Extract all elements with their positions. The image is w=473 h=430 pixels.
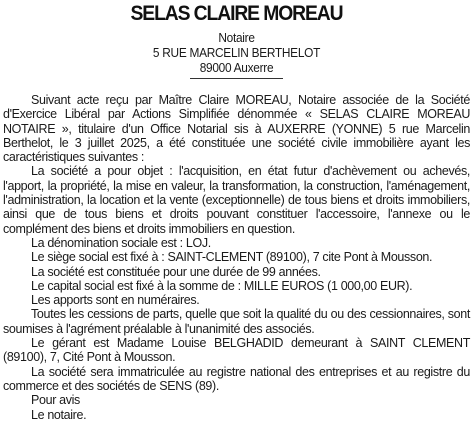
- denomination-paragraph: La dénomination sociale est : LOJ.: [31, 235, 211, 250]
- contributions-paragraph: Les apports sont en numéraires.: [31, 293, 200, 308]
- header-divider: [190, 78, 283, 79]
- manager-paragraph: Le gérant est Madame Louise BELGHADID demeurant à SAINT CLEMENT (89100), 7, Cité Pont à Mousson.: [3, 336, 470, 365]
- capital-paragraph: Le capital social est fixé à la somme de : MILLE EUROS (1 000,00 EUR).: [31, 278, 413, 293]
- deed-intro-paragraph: Suivant acte reçu par Maître Claire MOREAU, Notaire associée de la Société d'Exercice Libéral par Actions Simplifiée dénommée « SELAS CLAIRE MOREAU NOTAIRE », titulaire d'un Office Notarial sis à AUXERRE (YONNE) 5 rue Marcelin Berthelot, le 3 juillet 2025, a été constituée une société civile immobilière ayant les caractéristiques suivantes :: [3, 93, 470, 165]
- notary-address: 5 RUE MARCELIN BERTHELOT: [152, 46, 321, 60]
- signature-line: Le notaire.: [31, 407, 87, 422]
- share-transfer-paragraph: Toutes les cessions de parts, quelle que soit la qualité du ou des cessionnaires, sont soumises à l'agrément préalable à l'unanimité des associés.: [3, 307, 470, 336]
- notice-body: [3, 93, 470, 422]
- pour-avis-line: Pour avis: [31, 393, 80, 408]
- registration-paragraph: La société sera immatriculée au registre national des entreprises et au registre du commerce et des sociétés de SENS (89).: [3, 364, 470, 393]
- company-title: SELAS CLAIRE MOREAU: [130, 2, 343, 25]
- notary-header: [3, 31, 470, 76]
- object-paragraph: La société a pour objet : l'acquisition, en état futur d'achèvement ou achevés, l'apport, la propriété, la mise en valeur, la transformation, la construction, l'aménagement, l'administration, la location et la vente (exceptionnelle) de tous biens et droits immobiliers, ainsi que de tous biens et droits pouvant constituer l'accessoire, l'annexe ou le complément des biens et droits immobiliers en question.: [3, 164, 470, 236]
- notary-city: 89000 Auxerre: [199, 61, 274, 75]
- registered-office-paragraph: Le siège social est fixé à : SAINT-CLEMENT (89100), 7 cite Pont à Mousson.: [31, 250, 433, 265]
- legal-notice: [3, 0, 470, 422]
- duration-paragraph: La société est constituée pour une durée de 99 années.: [31, 264, 321, 279]
- notary-role: Notaire: [218, 31, 255, 45]
